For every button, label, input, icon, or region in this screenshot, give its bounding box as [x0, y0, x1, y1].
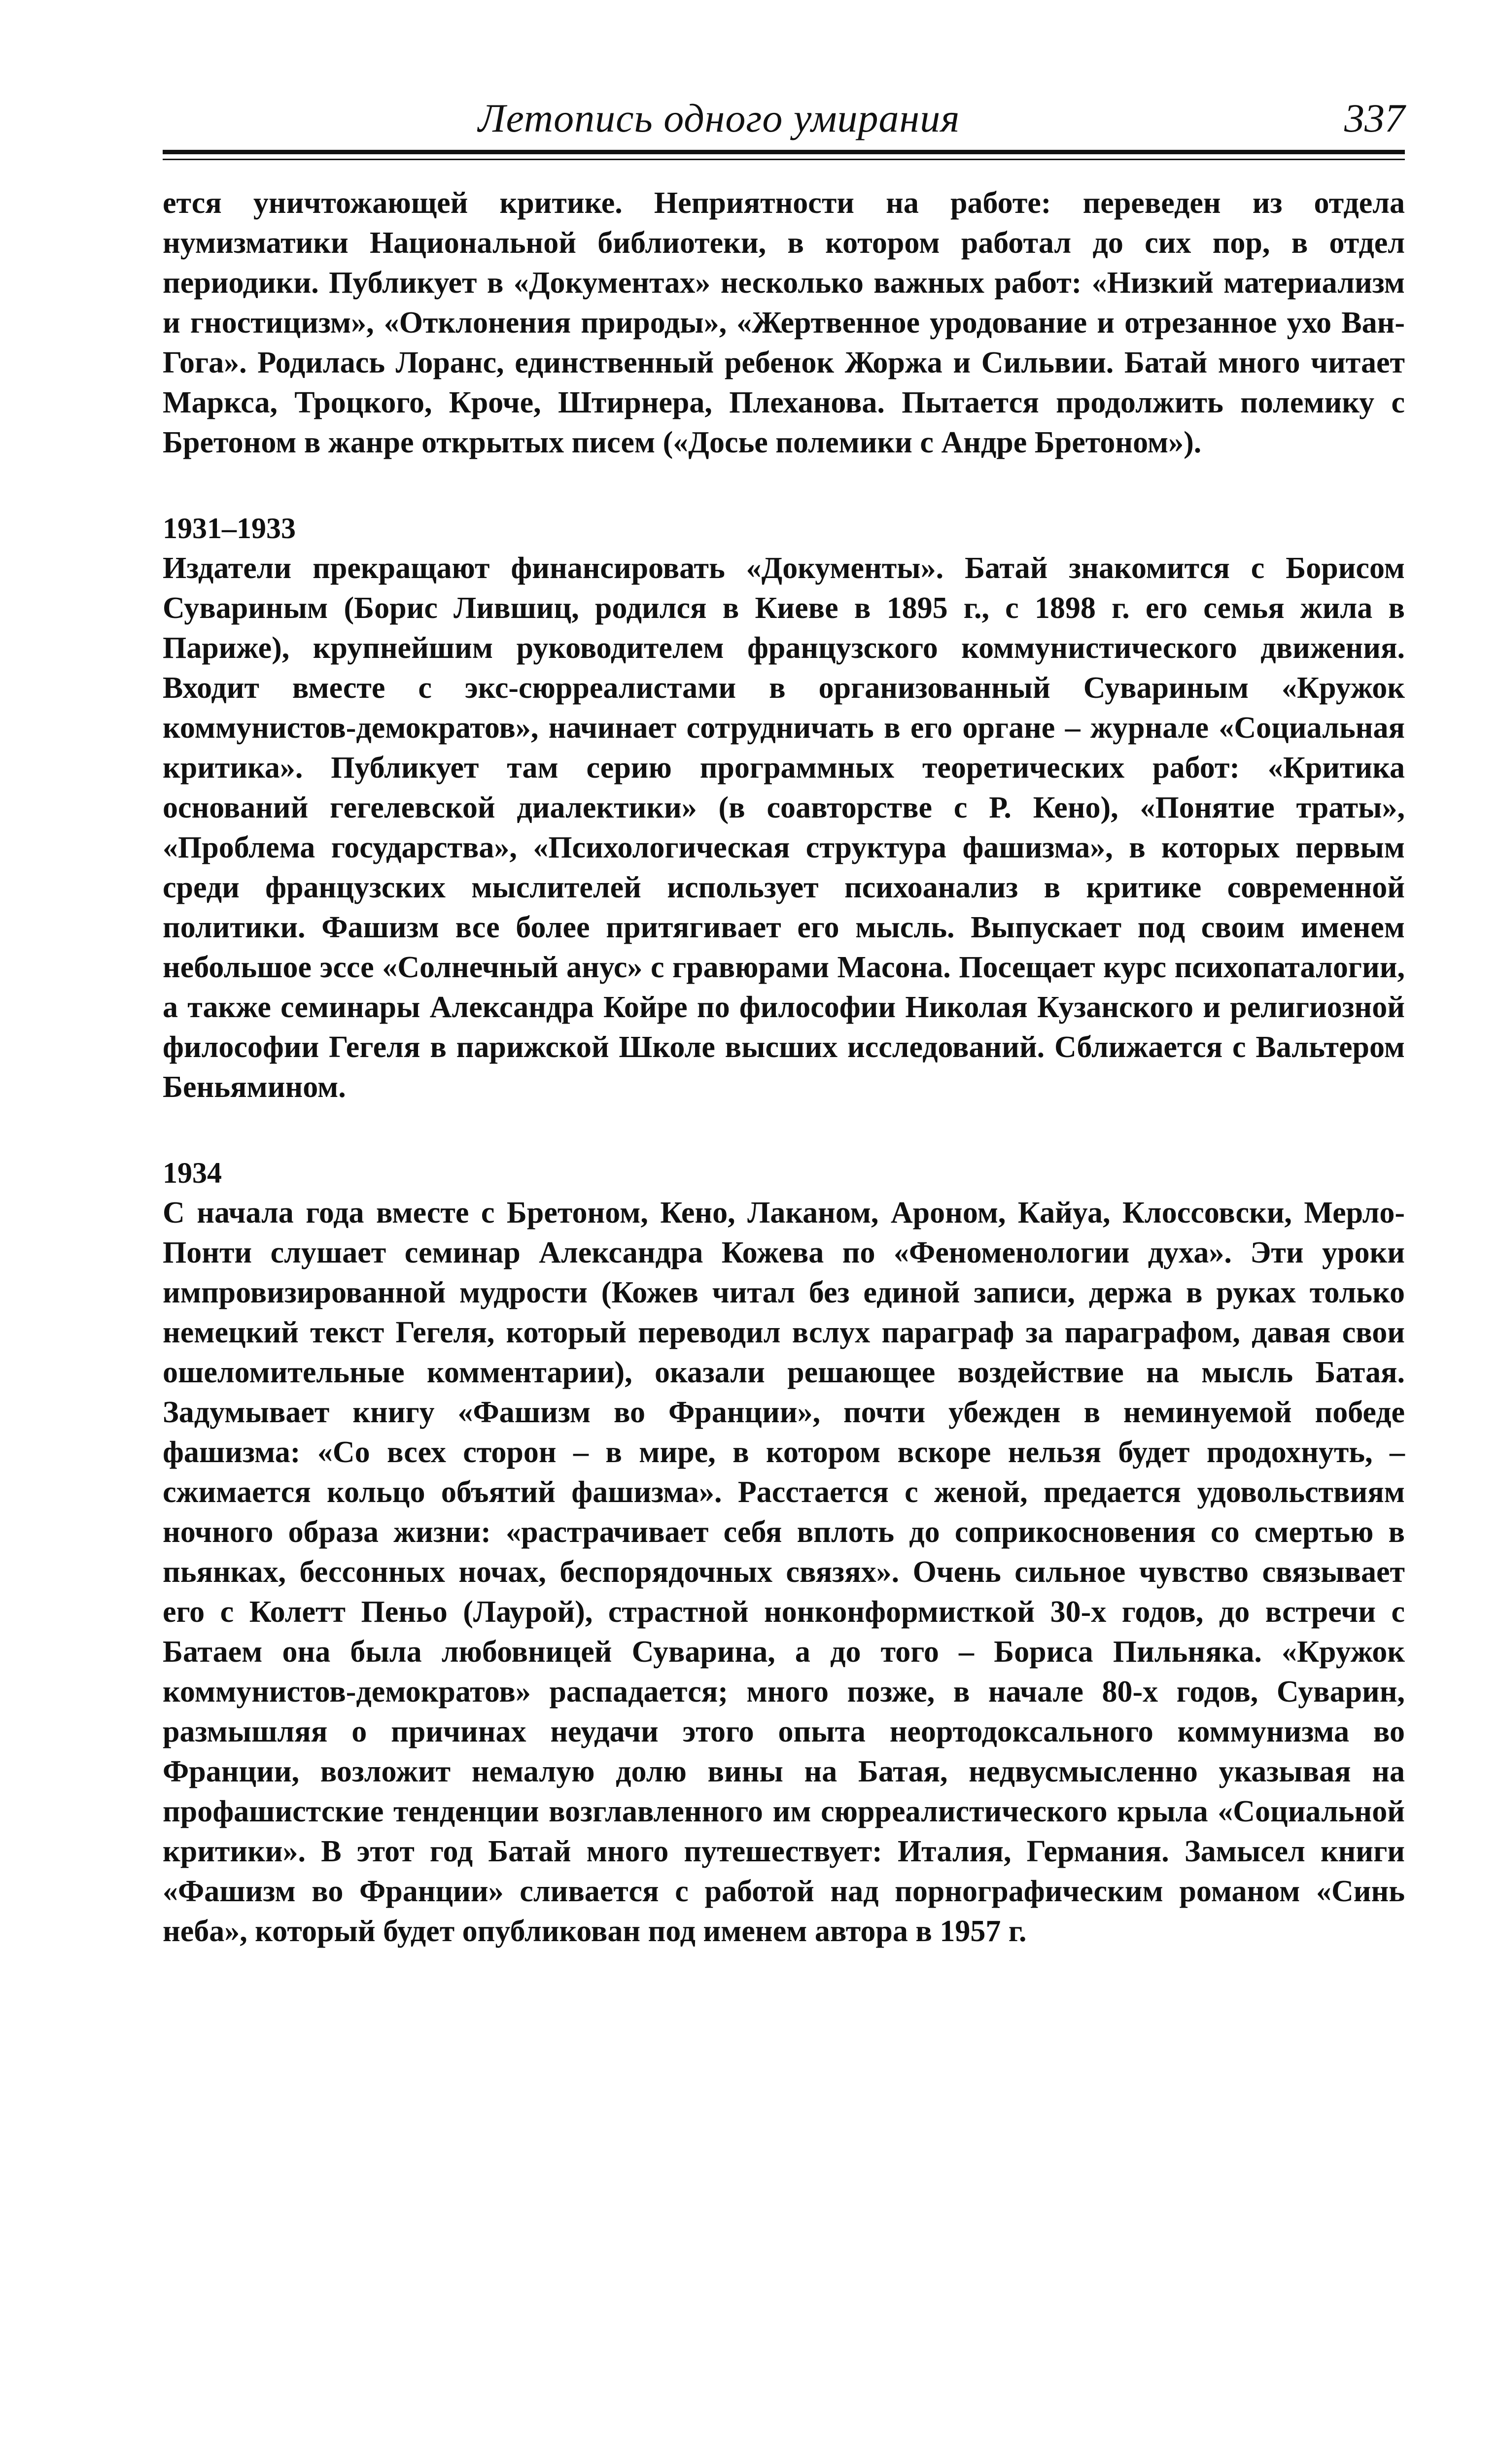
body-text [163, 183, 1405, 1951]
header-rule-thick [163, 150, 1405, 154]
section-paragraph: Издатели прекращают финансировать «Документы». Батай знакомится с Борисом Сувариным (Борис Лившиц, родился в Киеве в 1895 г., с 1898 г. его семья жила в Париже), крупнейшим руководителем французского коммунистического движения. Входит вместе с экс-сюрреалистами в организованный Сувариным «Кружок коммунистов-демократов», начинает сотрудничать в его органе – журнале «Социальная критика». Публикует там серию программных теоретических работ: «Критика оснований гегелевской диалектики» (в соавторстве с Р. Кено), «Понятие траты», «Проблема государства», «Психологическая структура фашизма», в которых первым среди французских мыслителей использует психоанализ в критике современной политики. Фашизм все более притягивает его мысль. Выпускает под своим именем небольшое эссе «Солнечный анус» с гравюрами Масона. Посещает курс психопаталогии, а также семинары Александра Койре по философии Николая Кузанского и религиозной философии Гегеля в парижской Школе высших исследований. Сближается с Вальтером Беньямином. [163, 551, 1405, 1104]
running-title: Летопись одного умирания [478, 96, 960, 140]
section-1934 [163, 1153, 1405, 1951]
year-heading: 1934 [163, 1157, 222, 1189]
header-rule-thin [163, 159, 1405, 160]
section-1931-1933 [163, 509, 1405, 1107]
running-header [163, 89, 1405, 148]
year-heading: 1931–1933 [163, 512, 296, 545]
page-number: 337 [1344, 96, 1405, 140]
section-paragraph: С начала года вместе с Бретоном, Кено, Лаканом, Ароном, Кайуа, Клоссовски, Мерло-Понти слушает семинар Александра Кожева по «Феноменологии духа». Эти уроки импровизированной мудрости (Кожев читал без единой записи, держа в руках только немецкий текст Гегеля, который переводил вслух параграф за параграфом, давая свои ошеломительные комментарии), оказали решающее воздействие на мысль Батая. Задумывает книгу «Фашизм во Франции», почти убежден в неминуемой победе фашизма: «Со всех сторон – в мире, в котором вскоре нельзя будет продохнуть, – сжимается кольцо объятий фашизма». Расстается с женой, предается удовольствиям ночного образа жизни: «растрачивает себя вплоть до соприкосновения со смертью в пьянках, бессонных ночах, беспорядочных связях». Очень сильное чувство связывает его с Колетт Пеньо (Лаурой), страстной нонконформисткой 30-х годов, до встречи с Батаем она была любовницей Суварина, а до того – Бориса Пильняка. «Кружок коммунистов-демократов» распадается; много позже, в начале 80-х годов, Суварин, размышляя о причинах неудачи этого опыта неортодоксального коммунизма во Франции, возложит немалую долю вины на Батая, недвусмысленно указывая на профашистские тенденции возглавленного им сюрреалистического крыла «Социальной критики». В этот год Батай много путешествует: Италия, Германия. Замысел книги «Фашизм во Франции» сливается с работой над порнографическим романом «Синь неба», который будет опубликован под именем автора в 1957 г. [163, 1196, 1405, 1948]
intro-paragraph: ется уничтожающей критике. Неприятности на работе: переведен из отдела нумизматики Национальной библиотеки, в котором работал до сих пор, в отдел периодики. Публикует в «Документах» несколько важных работ: «Низкий материализм и гностицизм», «Отклонения природы», «Жертвенное уродование и отрезанное ухо Ван-Гога». Родилась Лоранс, единственный ребенок Жоржа и Сильвии. Батай много читает Маркса, Троцкого, Кроче, Штирнера, Плеханова. Пытается продолжить полемику с Бретоном в жанре открытых писем («Досье полемики с Андре Бретоном»). [163, 186, 1405, 459]
